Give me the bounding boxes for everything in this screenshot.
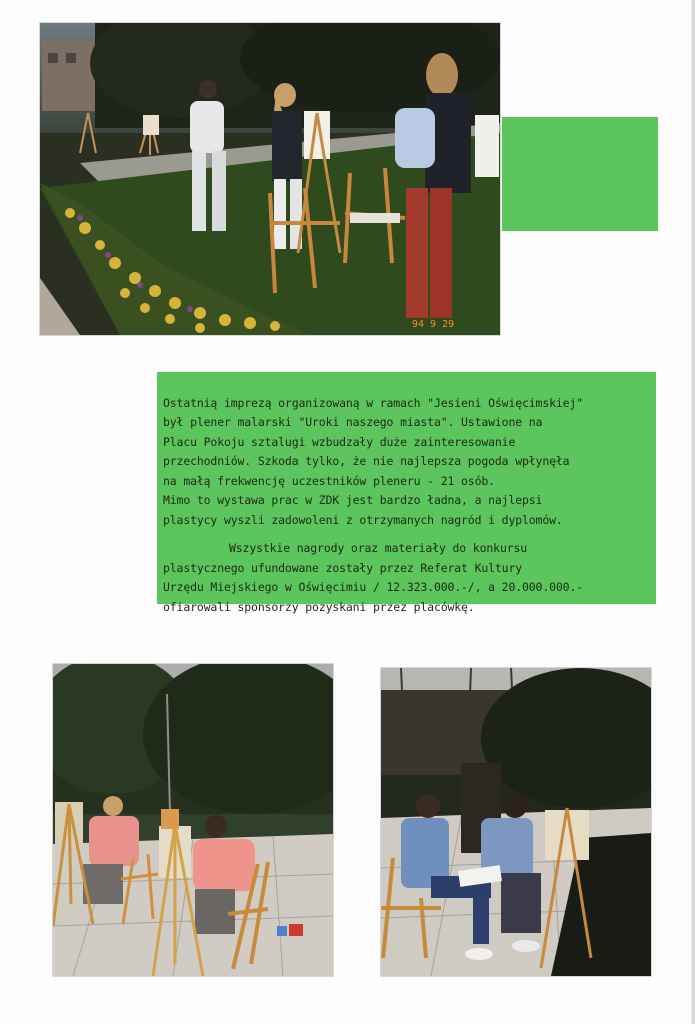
- line-4: przechodniów. Szkoda tylko, że nie najlepsza pogoda wpłynęła: [163, 454, 570, 468]
- photo-bottom-left-two-girls-painting: [53, 664, 333, 976]
- line-5: na małą frekwencję uczestników pleneru - 21 osób.: [163, 473, 495, 488]
- caption-text-box: [157, 372, 656, 614]
- line-10: Urzędu Miejskiego w Oświęcimiu / 12.323.000.-/, a 20.000.000.-: [163, 580, 583, 594]
- date-stamp: 94 9 29: [412, 319, 455, 330]
- green-label-tab: [502, 117, 658, 231]
- page-edge: [691, 0, 695, 1024]
- line-3: Placu Pokoju sztalugi wzbudzały duże zainteresowanie: [163, 434, 516, 449]
- paragraph-1: [163, 374, 650, 530]
- line-9: plastycznego ufundowane zostały przez Referat Kultury: [163, 560, 523, 575]
- line-1: Ostatnią imprezą organizowaną w ramach "Jesieni Oświęcimskiej": [163, 395, 583, 410]
- line-6: Mimo to wystawa prac w ZDK jest bardzo ładna, a najlepsi: [163, 493, 543, 507]
- line-2: był plener malarski "Uroki naszego miasta". Ustawione na: [163, 415, 543, 429]
- paragraph-2: [163, 539, 650, 617]
- line-8: Wszystkie nagrody oraz materiały do konkursu: [229, 541, 528, 555]
- line-7: plastycy wyszli zadowoleni z otrzymanych nagród i dyplomów.: [163, 512, 563, 527]
- line-11: ofiarowali sponsorzy pozyskani przez placówkę.: [163, 599, 475, 614]
- photo-bottom-right-painters-denim: [381, 668, 651, 976]
- photo-top-painters-on-lawn: [40, 23, 500, 335]
